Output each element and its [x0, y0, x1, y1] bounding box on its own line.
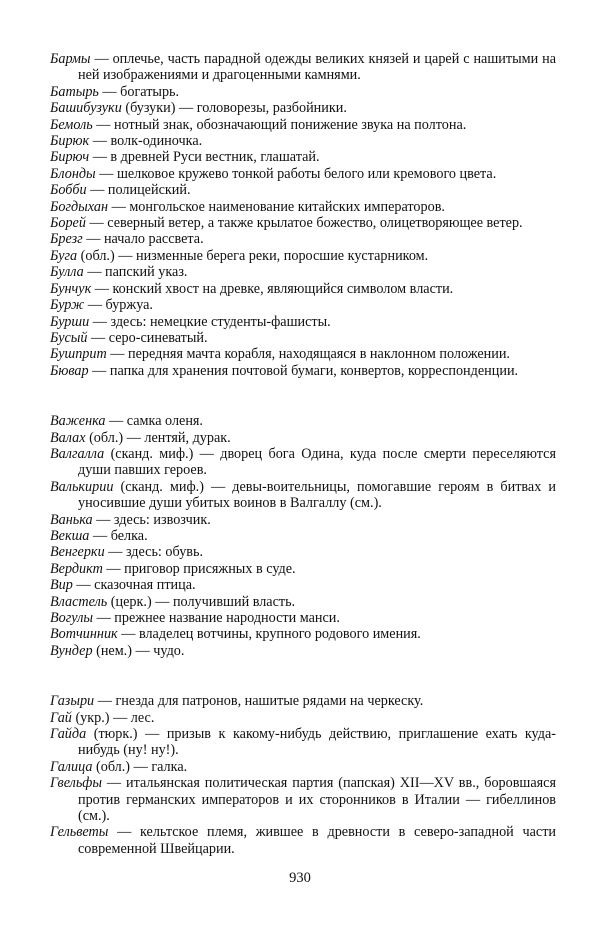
glossary-entry — [50, 594, 556, 610]
glossary-entry — [50, 117, 556, 133]
entry-term: Векша — [50, 527, 90, 544]
glossary-entry — [50, 314, 556, 330]
glossary-entry — [50, 775, 556, 824]
glossary-entry — [50, 297, 556, 313]
entry-term: Валгалла — [50, 445, 105, 462]
glossary-entry — [50, 100, 556, 116]
entry-term: Властель — [50, 593, 108, 610]
entry-term: Газыри — [50, 693, 95, 710]
entry-term: Вотчинник — [50, 626, 118, 643]
glossary-entry — [50, 231, 556, 247]
glossary-entry — [50, 479, 556, 512]
entry-definition: (церк.) — получивший власть. — [107, 593, 296, 610]
entry-definition: (нем.) — чудо. — [92, 642, 185, 659]
glossary-entry — [50, 561, 556, 577]
entry-term: Ванька — [50, 511, 93, 528]
glossary-entry — [50, 149, 556, 165]
glossary-entry — [50, 281, 556, 297]
entry-term: Вогулы — [50, 610, 94, 626]
entry-term: Батырь — [50, 83, 99, 100]
entry-definition: (укр.) — лес. — [71, 709, 155, 726]
entry-definition: — шелковое кружево тонкой работы белого или кремового цвета. — [95, 165, 497, 182]
entry-definition: — полицейский. — [86, 182, 191, 199]
entry-term: Бармы — [50, 51, 91, 67]
entry-definition: (сканд. миф.) — девы-воительницы, помогавшие героям в битвах и уносившие души убитых воинов в Валгаллу (см.). — [78, 478, 556, 512]
glossary-entry — [50, 528, 556, 544]
entry-term: Богдыхан — [50, 198, 109, 215]
entry-term: Бурж — [50, 297, 85, 314]
entry-term: Валах — [50, 429, 86, 446]
entry-definition: — здесь: немецкие студенты-фашисты. — [89, 313, 331, 330]
entry-definition: — папка для хранения почтовой бумаги, конвертов, корреспонденции. — [88, 362, 519, 379]
glossary-entry — [50, 166, 556, 182]
section-spacer — [50, 659, 556, 693]
glossary-entry — [50, 215, 556, 231]
entry-definition: — волк-одиночка. — [89, 133, 203, 150]
glossary-entry — [50, 512, 556, 528]
entry-definition: — богатырь. — [98, 83, 180, 100]
entry-definition: — в древней Руси вестник, глашатай. — [89, 149, 320, 166]
entry-term: Венгерки — [50, 544, 105, 561]
entry-definition: (бузуки) — головорезы, разбойники. — [121, 100, 347, 117]
glossary-entry — [50, 264, 556, 280]
glossary-entry — [50, 693, 556, 709]
entry-term: Валькирии — [50, 478, 114, 495]
entry-definition: (обл.) — низменные берега реки, поросшие кустарником. — [77, 247, 429, 264]
entry-definition: — гнезда для патронов, нашитые рядами на черкеску. — [94, 693, 424, 710]
entry-term: Бусый — [50, 329, 88, 346]
entry-definition: — начало рассвета. — [82, 231, 204, 248]
entry-definition: — конский хвост на древке, являющийся символом власти. — [91, 280, 454, 297]
entry-definition: — прежнее название народности манси. — [93, 610, 340, 626]
glossary-entry — [50, 824, 556, 857]
entry-term: Вердикт — [50, 560, 103, 577]
glossary-entry — [50, 133, 556, 149]
entry-term: Буга — [50, 247, 78, 264]
glossary-column — [50, 51, 556, 857]
entry-definition: — папский указ. — [83, 264, 188, 281]
entry-term: Бобби — [50, 182, 87, 199]
entry-definition: — буржуа. — [84, 297, 153, 314]
entry-definition: (обл.) — галка. — [92, 758, 188, 775]
entry-definition: — итальянская политическая партия (папская) XII—XV вв., боровшаяся против германских императоров и их сторонников в Италии — гибеллинов (см.). — [78, 775, 556, 825]
glossary-entry — [50, 346, 556, 362]
entry-term: Борей — [50, 215, 86, 232]
entry-term: Важенка — [50, 413, 106, 430]
entry-definition: — нотный знак, обозначающий понижение звука на полтона. — [92, 116, 467, 133]
entry-term: Гайда — [50, 726, 87, 743]
glossary-entry — [50, 182, 556, 198]
glossary-entry — [50, 544, 556, 560]
glossary-entry — [50, 643, 556, 659]
glossary-entry — [50, 248, 556, 264]
glossary-entry — [50, 759, 556, 775]
entry-definition: — северный ветер, а также крылатое божество, олицетворяющее ветер. — [85, 215, 523, 232]
entry-term: Бирюч — [50, 149, 90, 166]
entry-definition: — оплечье, часть парадной одежды великих князей и царей с нашитыми на ней изображениями и драгоценными камнями. — [78, 51, 556, 84]
entry-term: Бювар — [50, 362, 89, 379]
entry-definition: — здесь: извозчик. — [92, 511, 211, 528]
glossary-entry — [50, 413, 556, 429]
glossary-entry — [50, 446, 556, 479]
glossary-entry — [50, 577, 556, 593]
entry-definition: — владелец вотчины, крупного родового имения. — [117, 626, 421, 643]
glossary-entry — [50, 51, 556, 84]
entry-definition: — монгольское наименование китайских императоров. — [108, 198, 445, 215]
entry-definition: — самка оленя. — [105, 413, 203, 430]
glossary-entry — [50, 363, 556, 379]
entry-term: Блонды — [50, 165, 96, 182]
entry-definition: — здесь: обувь. — [104, 544, 204, 561]
glossary-entry — [50, 710, 556, 726]
entry-definition: (тюрк.) — призыв к какому-нибудь действию, приглашение ехать куда-нибудь (ну! ну!). — [78, 726, 556, 759]
entry-term: Гай — [50, 709, 72, 726]
entry-term: Бурши — [50, 313, 90, 330]
entry-term: Бунчук — [50, 280, 92, 297]
glossary-entry — [50, 726, 556, 759]
entry-term: Бемоль — [50, 116, 93, 133]
entry-definition: — белка. — [89, 527, 148, 544]
entry-term: Булла — [50, 264, 84, 281]
entry-term: Брезг — [50, 231, 83, 248]
entry-term: Вундер — [50, 642, 93, 659]
entry-definition: (сканд. миф.) — дворец бога Одина, куда после смерти переселяются души павших героев. — [78, 445, 556, 479]
section-b — [50, 51, 556, 379]
entry-definition: — передняя мачта корабля, находящаяся в наклонном положении. — [106, 346, 510, 363]
entry-definition: — кельтское племя, жившее в древности в северо-западной части современной Швейцарии. — [78, 824, 556, 857]
glossary-entry — [50, 199, 556, 215]
glossary-entry — [50, 610, 556, 626]
section-spacer — [50, 379, 556, 413]
entry-definition: — приговор присяжных в суде. — [102, 560, 296, 577]
section-g — [50, 693, 556, 857]
glossary-entry — [50, 626, 556, 642]
glossary-entry — [50, 84, 556, 100]
entry-term: Башибузуки — [50, 100, 122, 117]
entry-definition: — серо-синеватый. — [87, 329, 208, 346]
page-number: 930 — [289, 870, 311, 886]
section-v — [50, 413, 556, 659]
entry-definition: (обл.) — лентяй, дурак. — [85, 429, 231, 446]
entry-term: Бирюк — [50, 133, 90, 150]
entry-term: Гвельфы — [50, 775, 102, 792]
entry-term: Бушприт — [50, 346, 107, 363]
entry-term: Гельветы — [50, 824, 109, 841]
entry-term: Галица — [50, 758, 93, 775]
glossary-entry — [50, 330, 556, 346]
entry-definition: — сказочная птица. — [72, 577, 196, 594]
glossary-entry — [50, 430, 556, 446]
entry-term: Вир — [50, 577, 73, 594]
